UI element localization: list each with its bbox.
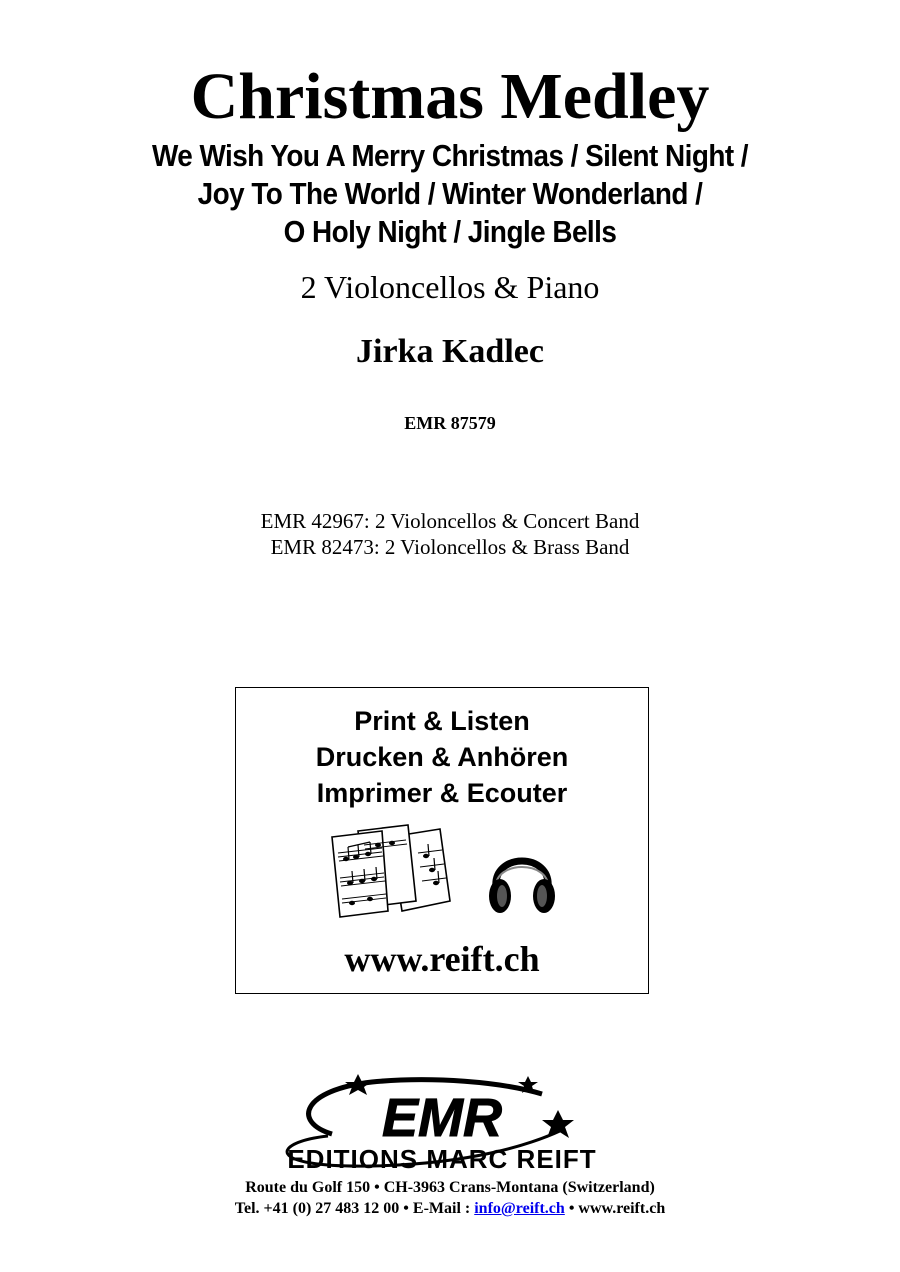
- contact-phone: Tel. +41 (0) 27 483 12 00 • E-Mail :: [234, 1200, 475, 1217]
- star-icon: [345, 1074, 371, 1095]
- subtitle-line-1: We Wish You A Merry Christmas / Silent Night /: [151, 138, 749, 173]
- headphones-icon: [486, 840, 558, 920]
- promo-line-3: Imprimer & Ecouter: [316, 778, 568, 808]
- promo-line-1: Print & Listen: [354, 706, 530, 736]
- publisher-address: Route du Golf 150 • CH-3963 Crans-Montana (Switzerland): [245, 1179, 655, 1196]
- catalog-number: EMR 87579: [404, 413, 496, 433]
- alternate-edition-2: EMR 82473: 2 Violoncellos & Brass Band: [270, 535, 630, 559]
- email-link[interactable]: info@reift.ch: [474, 1200, 565, 1217]
- composer-name: Jirka Kadlec: [356, 333, 544, 370]
- emr-logo: [232, 1072, 672, 1176]
- publisher-contact: [0, 1199, 900, 1219]
- promo-url[interactable]: www.reift.ch: [344, 939, 540, 979]
- star-icon: [542, 1110, 574, 1138]
- contact-website: • www.reift.ch: [564, 1200, 666, 1217]
- sheet-music-icon: [328, 823, 458, 923]
- page-title: Christmas Medley: [190, 60, 710, 133]
- promo-line-2: Drucken & Anhören: [315, 742, 569, 772]
- subtitle-line-2: Joy To The World / Winter Wonderland /: [197, 176, 703, 211]
- publisher-name: EDITIONS MARC REIFT: [287, 1144, 597, 1174]
- print-listen-box: [235, 687, 649, 994]
- alternate-edition-1: EMR 42967: 2 Violoncellos & Concert Band: [260, 509, 640, 533]
- logo-text: EMR: [382, 1088, 502, 1148]
- subtitle-line-3: O Holy Night / Jingle Bells: [283, 214, 617, 249]
- instrumentation: 2 Violoncellos & Piano: [300, 269, 600, 305]
